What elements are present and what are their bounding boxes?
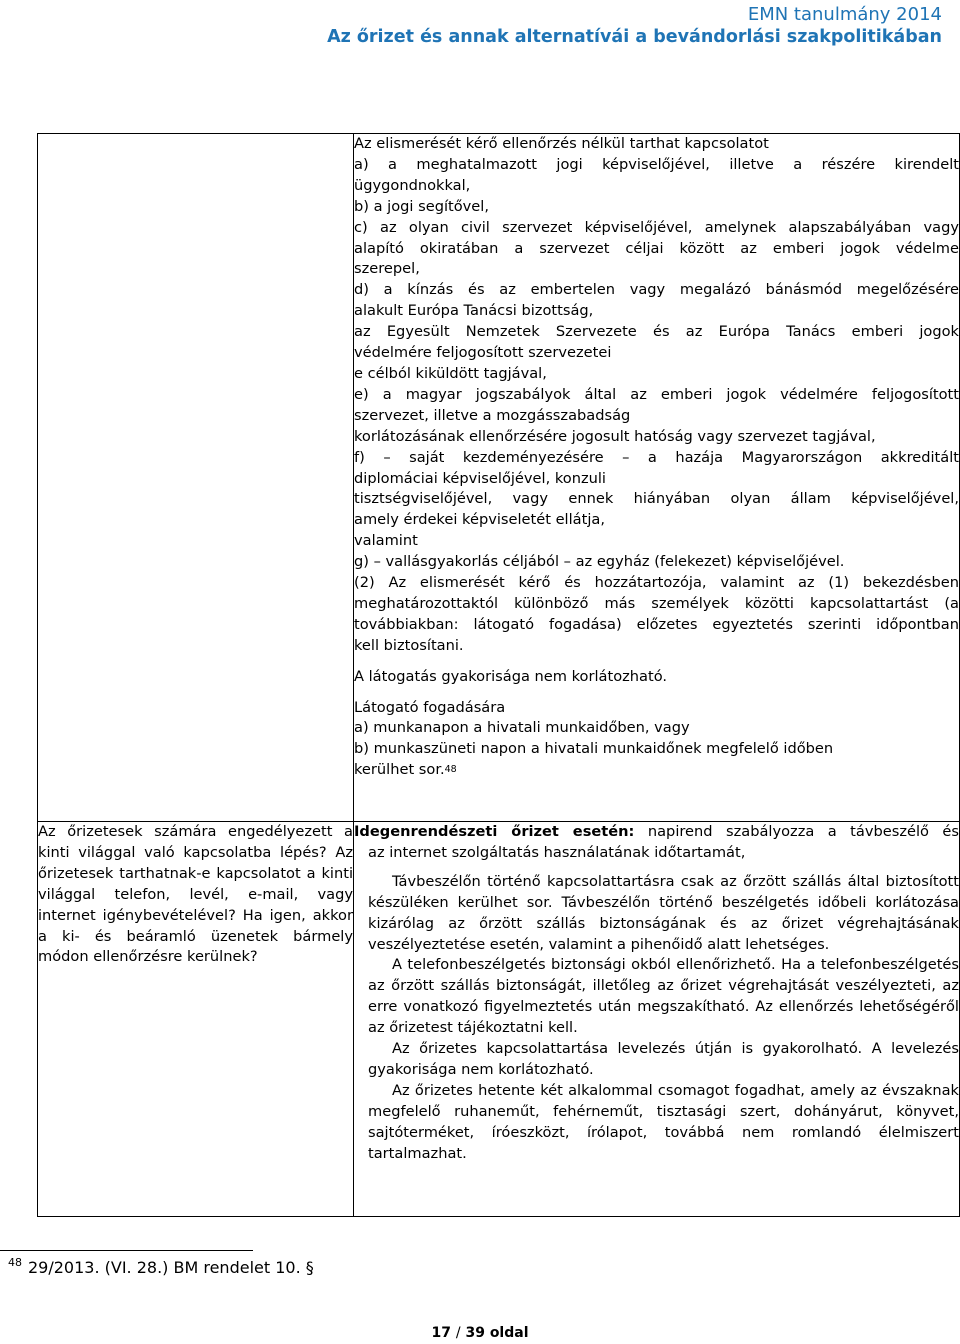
text-line: szerepel, (354, 260, 420, 278)
text-line: korlátozásának ellenőrzésére jogosult hatóság vagy szervezet tagjával, (354, 427, 876, 445)
text-line: kell biztosítani. (354, 636, 464, 654)
text-line: e célból kiküldött tagjával, (354, 364, 547, 382)
text-line: f) – saját kezdeményezésére – a hazája Magyarországon akkreditált (354, 448, 959, 466)
text-line: d) a kínzás és az embertelen vagy megalázó bánásmód megelőzésére (354, 281, 959, 299)
visit-frequency: A látogatás gyakorisága nem korlátozható. (354, 667, 668, 685)
page-total: 39 (465, 1325, 485, 1341)
text-line: e) a magyar jogszabályok által az emberi jogok védelmére feljogosított (354, 385, 959, 403)
visit-title: Látogató fogadására (354, 698, 506, 716)
empty-question-cell (38, 134, 354, 822)
content-table (37, 133, 960, 1217)
text-line: tisztségviselőjével, vagy ennek hiányában olyan állam képviselőjével, (354, 490, 959, 508)
answer-paragraph: Az őrizetes kapcsolattartása levelezés útján is gyakorolható. A levelezés gyakorisága nem korlátozható. (368, 1040, 959, 1078)
footnote (8, 1258, 314, 1277)
question-text: Az őrizetesek számára engedélyezett a kinti világgal való kapcsolatba lépés? Az őrizetesek tarthatnak-e kapcsolatot a kinti világgal telefon, levél, e-mail, vagy internet igénybevételével? Ha igen, akkor a ki- és beáramló üzenetek bármely módon ellenőrzésre kerülnek? (38, 823, 353, 966)
answer-lead-bold: Idegenrendészeti őrizet esetén: (354, 823, 635, 840)
text-line: valamint (354, 532, 418, 550)
visit-end: kerülhet sor. (354, 761, 445, 779)
answer-paragraph: A telefonbeszélgetés biztonsági okból ellenőrizhető. Ha a telefonbeszélgetés az őrzött szállás biztonságát, illetőleg az őrizet végrehajtását veszélyezteti, az erre vonatkozó figyelmeztetés után megszakítható. Az ellenőrzés lehetőségéről az őrizetest tájékoztatni kell. (368, 956, 959, 1037)
text-line: (2) Az elismerését kérő és hozzátartozója, valamint az (1) bekezdésben (354, 574, 959, 592)
table-row (38, 134, 960, 822)
footnote-number: 48 (8, 1256, 22, 1269)
answer-cell (354, 134, 960, 822)
text-line: diplomáciai képviselőjével, konzuli (354, 469, 606, 487)
text-line: védelmére feljogosított szervezetei (354, 344, 612, 362)
page-separator: / (455, 1325, 461, 1341)
text-line: Az elismerését kérő ellenőrzés nélkül tarthat kapcsolatot (354, 135, 769, 152)
question-cell (38, 822, 354, 1217)
text-line: c) az olyan civil szervezet képviselőjével, amelynek alapszabályában vagy (354, 218, 959, 236)
page-number (0, 1325, 960, 1341)
text-line: szervezet, illetve a mozgásszabadság (354, 406, 631, 424)
answer-lead (354, 822, 959, 843)
visit-end-line (354, 760, 959, 781)
text-line: alapító okiratában a szervezet céljai között az emberi jogok védelme (354, 239, 959, 257)
text-line: továbbiakban: látogató fogadása) előzetes egyeztetés szerinti időpontban (354, 615, 959, 633)
visit-option-a: a) munkanapon a hivatali munkaidőben, vagy (354, 719, 690, 737)
header-subtitle: Az őrizet és annak alternatívái a bevándorlási szakpolitikában (327, 27, 942, 47)
text-line: b) a jogi segítővel, (354, 197, 489, 215)
text-line: ügygondnokkal, (354, 176, 471, 194)
answer-cell (354, 822, 960, 1217)
text-line: alakult Európa Tanácsi bizottság, (354, 302, 594, 320)
visit-rules (354, 698, 959, 782)
text-line: meghatározottaktól különböző más személyek közötti kapcsolattartást (a (354, 594, 959, 612)
answer-lead-cont: az internet szolgáltatás használatának időtartamát, (368, 843, 746, 861)
footnote-divider (0, 1250, 253, 1251)
visit-option-b: b) munkaszüneti napon a hivatali munkaidőnek megfelelő időben (354, 740, 834, 758)
table-row (38, 822, 960, 1217)
text-line: amely érdekei képviseletét ellátja, (354, 511, 605, 529)
answer-paragraph: Távbeszélőn történő kapcsolattartásra csak az őrzött szállás által biztosított készüléken kerülhet sor. Távbeszélőn történő beszélgetés időbeli korlátozása kizárólag az őrzött szállás biztonságának és az őrizet végrehajtásának veszélyeztetése esetén, valamint a pihenőidő alatt lehetséges. (368, 872, 959, 953)
legal-text-block (354, 134, 959, 657)
footnote-text: 29/2013. (VI. 28.) BM rendelet 10. § (28, 1258, 314, 1277)
footnote-reference[interactable]: 48 (444, 764, 457, 776)
page-label: oldal (489, 1325, 529, 1341)
header-report-title: EMN tanulmány 2014 (747, 4, 942, 25)
answer-paragraph: Az őrizetes hetente két alkalommal csomagot fogadhat, amely az évszaknak megfelelő ruhaneműt, fehérneműt, tisztasági szert, dohányárut, könyvet, sajtóterméket, íróeszközt, írólapot, továbbá nem romlandó élelmiszert tartalmazhat. (368, 1081, 959, 1162)
answer-lead-rest: napirend szabályozza a távbeszélő és (634, 823, 959, 840)
text-line: g) – vallásgyakorlás céljából – az egyház (felekezet) képviselőjével. (354, 553, 845, 571)
page-current: 17 (431, 1325, 451, 1341)
text-line: az Egyesült Nemzetek Szervezete és az Európa Tanács emberi jogok (354, 323, 959, 341)
text-line: a) a meghatalmazott jogi képviselőjével, illetve a részére kirendelt (354, 155, 959, 173)
